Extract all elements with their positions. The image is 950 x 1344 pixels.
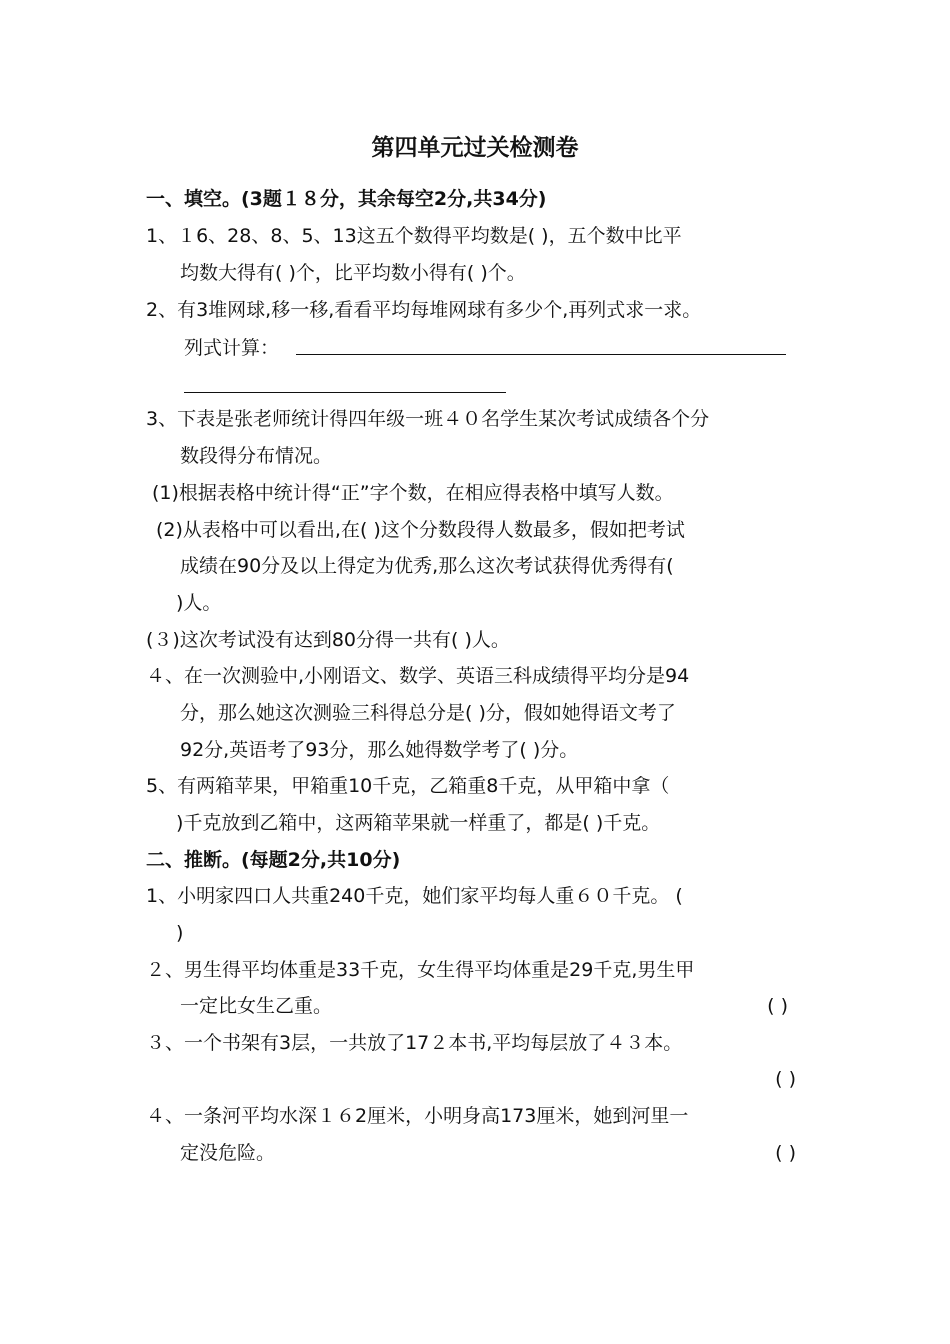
q3-line1: 3、下表是张老师统计得四年级一班４０名学生某次考试成绩各个分: [146, 408, 710, 430]
q4-line3: 92分,英语考了93分，那么她得数学考了( )分。: [180, 739, 579, 761]
q4-line2: 分，那么她这次测验三科得总分是( )分，假如她得语文考了: [180, 702, 676, 724]
q5-line1: 5、有两箱苹果，甲箱重10千克，乙箱重8千克，从甲箱中拿（: [146, 775, 670, 797]
judge2-line1: ２、男生得平均体重是33千克，女生得平均体重是29千克,男生甲: [146, 959, 695, 981]
q3-sub2-line3: )人。: [176, 592, 222, 614]
judge4-answer-paren[interactable]: ( ): [775, 1142, 796, 1164]
judge2-line2: 一定比女生乙重。: [180, 995, 333, 1017]
judge1-line2: ): [176, 922, 184, 944]
q3-line2: 数段得分布情况。: [180, 445, 333, 467]
section2-heading: 二、推断。(每题2分,共10分): [146, 849, 401, 871]
q3-sub2-line1: (2)从表格中可以看出,在( )这个分数段得人数最多，假如把考试: [156, 519, 685, 541]
judge3-line1: ３、一个书架有3层，一共放了17２本书,平均每层放了４３本。: [146, 1032, 683, 1054]
section1-heading: 一、填空。(3题１８分，其余每空2分,共34分): [146, 188, 547, 210]
page-title: 第四单元过关检测卷: [371, 135, 579, 161]
q3-sub2-line2: 成绩在90分及以上得定为优秀,那么这次考试获得优秀得有(: [180, 555, 674, 577]
judge4-line1: ４、一条河平均水深１６2厘米，小明身高173厘米，她到河里一: [146, 1105, 689, 1127]
q3-sub3: (３)这次考试没有达到80分得一共有( )人。: [146, 629, 510, 651]
judge1-line1: 1、小明家四口人共重240千克，她们家平均每人重６０千克。 (: [146, 885, 683, 907]
q4-line1: ４、在一次测验中,小刚语文、数学、英语三科成绩得平均分是94: [146, 665, 690, 687]
judge4-line2: 定没危险。: [180, 1142, 276, 1164]
q2-formula-label: 列式计算：: [184, 337, 280, 359]
q5-line2: )千克放到乙箱中，这两箱苹果就一样重了，都是( )千克。: [176, 812, 661, 834]
formula-answer-line-2[interactable]: [184, 392, 506, 393]
q3-sub1: (1)根据表格中统计得“正”字个数，在相应得表格中填写人数。: [152, 482, 674, 504]
judge2-answer-paren[interactable]: ( ): [767, 995, 788, 1017]
q2-line1: 2、有3堆网球,移一移,看看平均每堆网球有多少个,再列式求一求。: [146, 299, 702, 321]
q1-line1: 1、１6、28、8、5、13这五个数得平均数是( )，五个数中比平: [146, 225, 682, 247]
judge3-answer-paren[interactable]: ( ): [775, 1068, 796, 1090]
formula-answer-line[interactable]: [296, 354, 786, 355]
q1-line2: 均数大得有( )个，比平均数小得有( )个。: [180, 262, 526, 284]
